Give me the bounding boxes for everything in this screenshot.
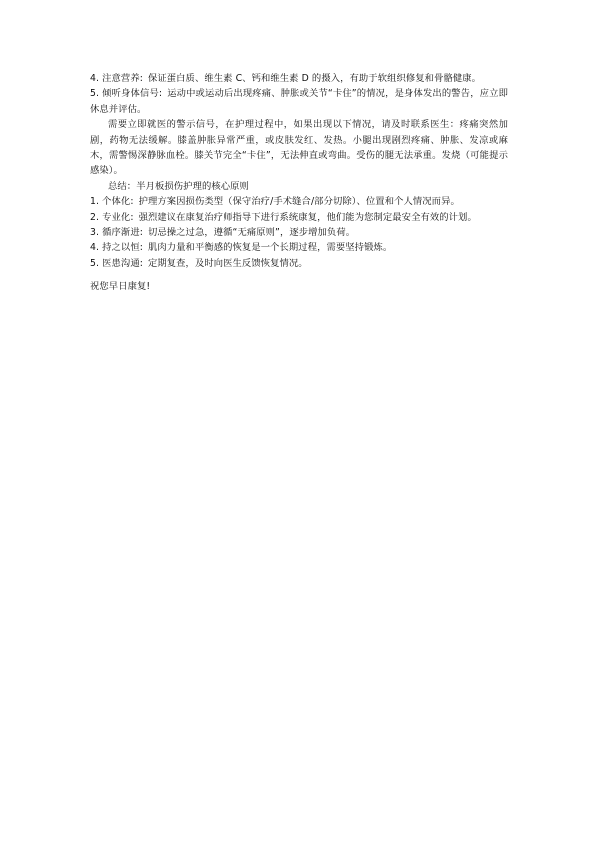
nutrition-label: 4. 注意营养: — [90, 73, 143, 84]
principle-label: 2. 专业化: — [90, 211, 134, 223]
principle-text: 肌肉力量和平衡感的恢复是一个长期过程，需要坚持锻炼。 — [147, 242, 393, 254]
principle-text: 切忌操之过急，遵循“无痛原则”，逐步增加负荷。 — [147, 227, 356, 239]
warning-signs-paragraph: 需要立即就医的警示信号，在护理过程中，如果出现以下情况，请及时联系医生：疼痛突然加剧，药物无法缓解。膝盖肿胀异常严重，或皮肤发红、发热。小腿出现剧烈疼痛、肿胀、发凉或麻木，需警惕深静脉血栓。膝关节完全“卡住”，无法伸直或弯曲。受伤的腿无法承重。发烧（可能提示感染）。 — [90, 119, 508, 177]
principle-label: 3. 循序渐进: — [90, 227, 143, 239]
summary-title: 总结：半月板损伤护理的核心原则 — [108, 180, 249, 192]
listen-body-text: 运动中或运动后出现疼痛、肿胀或关节“卡住”的情况，是身体发出的警告，应立即休息并评估。 — [90, 88, 508, 115]
principle-label: 4. 持之以恒: — [90, 242, 143, 254]
nutrition-item — [90, 71, 508, 86]
closing-line: 祝您早日康复! — [90, 281, 151, 293]
listen-body-item — [90, 86, 508, 117]
principle-item — [90, 240, 508, 255]
principle-item — [90, 194, 508, 209]
principle-item — [90, 210, 508, 225]
principle-text: 护理方案因损伤类型（保守治疗/手术缝合/部分切除）、位置和个人情况而异。 — [138, 196, 460, 208]
principle-text: 强烈建议在康复治疗师指导下进行系统康复，他们能为您制定最安全有效的计划。 — [138, 211, 477, 223]
principle-label: 1. 个体化: — [90, 196, 134, 208]
principle-item — [90, 225, 508, 240]
nutrition-text: 保证蛋白质、维生素 C、钙和维生素 D 的摄入，有助于软组织修复和骨骼健康。 — [147, 73, 482, 84]
listen-body-label: 5. 倾听身体信号: — [90, 88, 163, 100]
principle-label: 5. 医患沟通: — [90, 257, 143, 269]
document-body — [90, 71, 508, 295]
principle-item — [90, 256, 508, 271]
principle-text: 定期复查，及时向医生反馈恢复情况。 — [147, 257, 308, 269]
